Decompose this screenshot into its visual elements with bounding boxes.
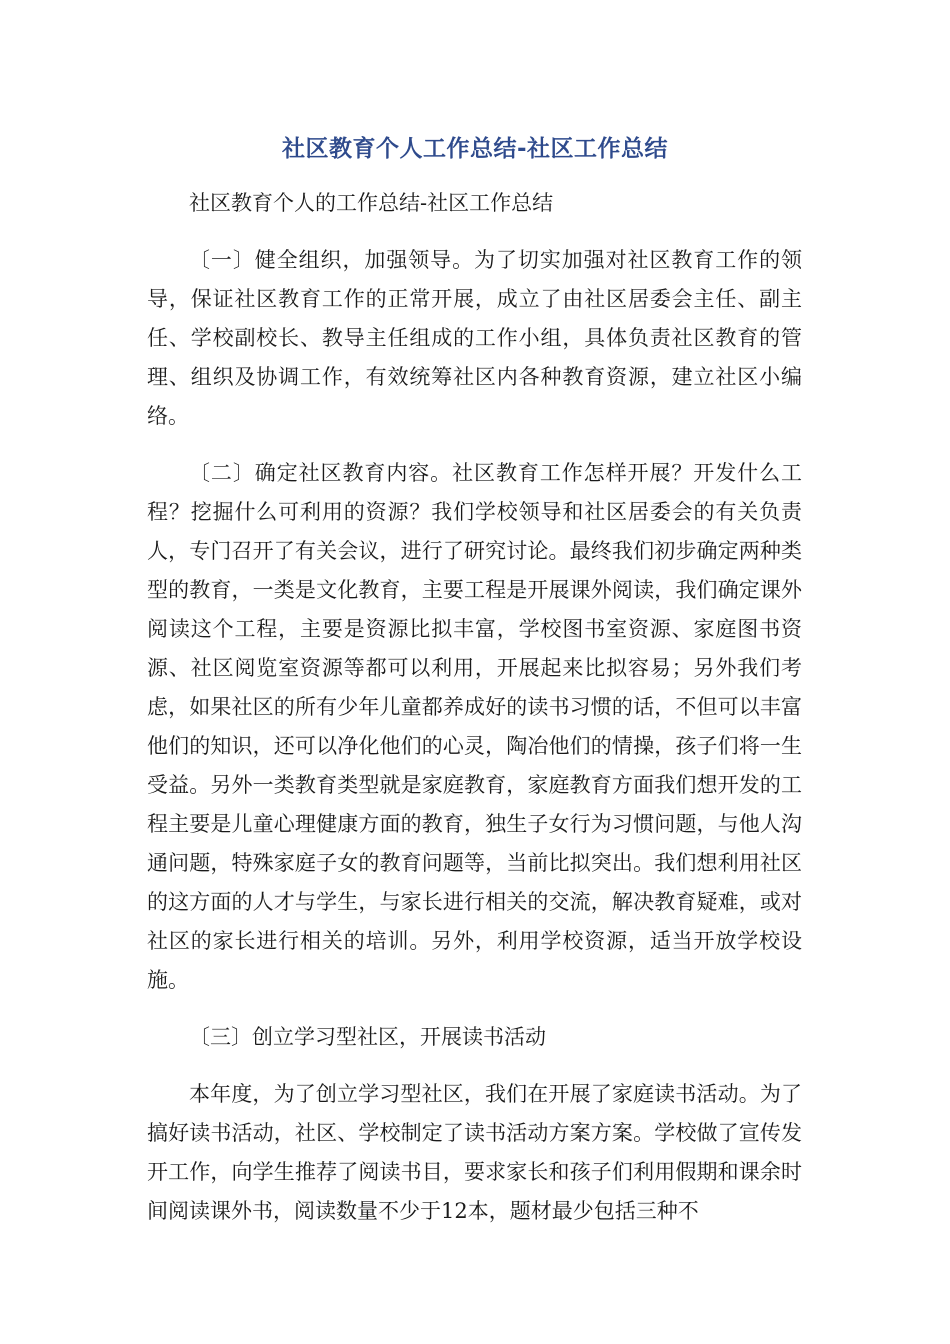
document-body	[147, 184, 802, 1249]
paragraph-section-2: 〔二〕确定社区教育内容。社区教育工作怎样开展？开发什么工程？挖掘什么可利用的资源？我们学校领导和社区居委会的有关负责人，专门召开了有关会议，进行了研究讨论。最终我们初步确定两种类型的教育，一类是文化教育，主要工程是开展课外阅读，我们确定课外阅读这个工程，主要是资源比拟丰富，学校图书室资源、家庭图书资源、社区阅览室资源等都可以利用，开展起来比拟容易；另外我们考虑，如果社区的所有少年儿童都养成好的读书习惯的话，不但可以丰富他们的知识，还可以净化他们的心灵，陶冶他们的情操，孩子们将一生受益。另外一类教育类型就是家庭教育，家庭教育方面我们想开发的工程主要是儿童心理健康方面的教育，独生子女行为习惯问题，与他人沟通问题，特殊家庭子女的教育问题等，当前比拟突出。我们想利用社区的这方面的人才与学生，与家长进行相关的交流，解决教育疑难，或对社区的家长进行相关的培训。另外，利用学校资源，适当开放学校设施。	[147, 461, 802, 992]
paragraph-section-1: 〔一〕健全组织，加强领导。为了切实加强对社区教育工作的领导，保证社区教育工作的正常开展，成立了由社区居委会主任、副主任、学校副校长、教导主任组成的工作小组，具体负责社区教育的管理、组织及协调工作，有效统筹社区内各种教育资源，建立社区小编络。	[147, 248, 802, 428]
paragraph-section-3-heading: 〔三〕创立学习型社区，开展读书活动	[189, 1025, 546, 1049]
paragraph-reading-activity: 本年度，为了创立学习型社区，我们在开展了家庭读书活动。为了搞好读书活动，社区、学校制定了读书活动方案方案。学校做了宣传发开工作，向学生推荐了阅读书目，要求家长和孩子们利用假期和课余时间阅读课外书，阅读数量不少于12本，题材最少包括三种不	[147, 1082, 802, 1223]
document-title: 社区教育个人工作总结-社区工作总结	[281, 136, 669, 162]
subtitle-paragraph: 社区教育个人的工作总结-社区工作总结	[189, 191, 554, 215]
